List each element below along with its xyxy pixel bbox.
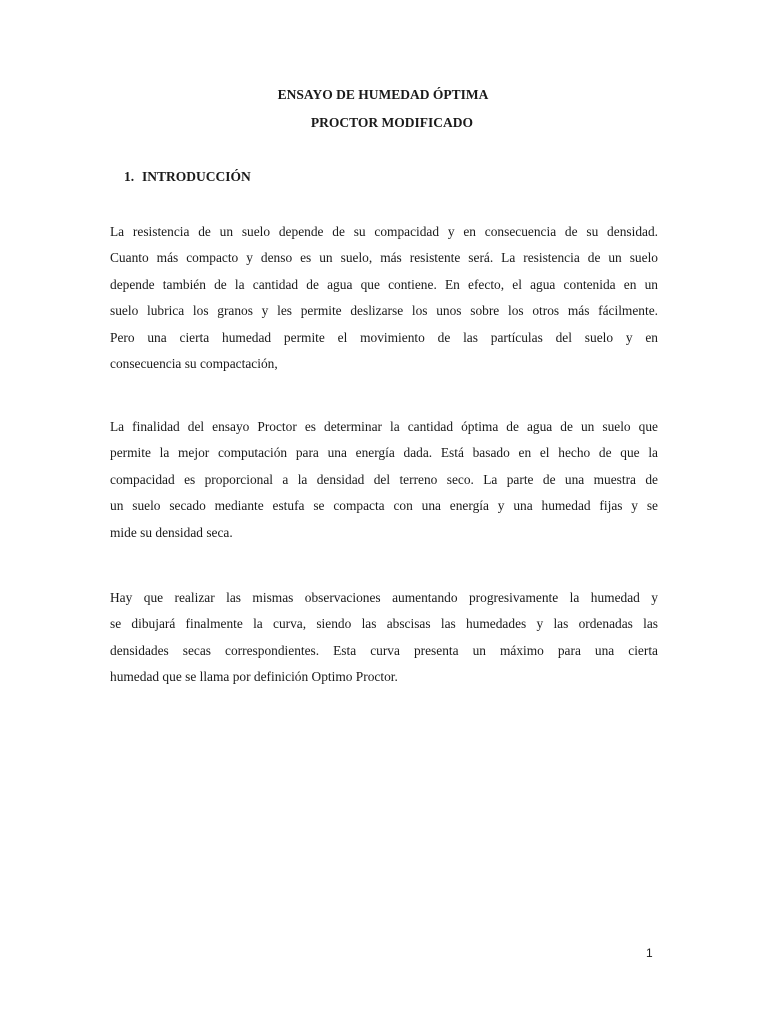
paragraph-2 [110, 414, 658, 546]
paragraph-line: densidades secas correspondientes. Esta curva presenta un máximo para una cierta [110, 642, 658, 658]
paragraph-3 [110, 585, 658, 691]
document-title: ENSAYO DE HUMEDAD ÓPTIMA [277, 87, 489, 102]
section-title: INTRODUCCIÓN [142, 169, 251, 184]
paragraph-line: permite la mejor computación para una energía dada. Está basado en el hecho de que la [110, 445, 658, 461]
paragraph-line: Pero una cierta humedad permite el movimiento de las partículas del suelo y en [110, 329, 658, 345]
document-subtitle: PROCTOR MODIFICADO [310, 115, 474, 130]
paragraph-line: La resistencia de un suelo depende de su compacidad y en consecuencia de su densidad. [110, 224, 658, 239]
paragraph-line: depende también de la cantidad de agua que contiene. En efecto, el agua contenida en un [110, 276, 658, 292]
paragraph-line: humedad que se llama por definición Optimo Proctor. [110, 669, 398, 685]
page-number: 1 [646, 946, 653, 960]
paragraph-1 [110, 219, 658, 377]
paragraph-line: compacidad es proporcional a la densidad del terreno seco. La parte de una muestra de [110, 471, 658, 487]
paragraph-line: suelo lubrica los granos y les permite deslizarse los unos sobre los otros más fácilmente. [110, 303, 658, 319]
paragraph-line: Hay que realizar las mismas observaciones aumentando progresivamente la humedad y [110, 590, 658, 605]
paragraph-line: consecuencia su compactación, [110, 355, 278, 371]
section-heading [124, 169, 251, 185]
paragraph-line: se dibujará finalmente la curva, siendo las abscisas las humedades y las ordenadas las [110, 616, 658, 632]
paragraph-line: un suelo secado mediante estufa se compacta con una energía y una humedad fijas y se [110, 498, 658, 514]
paragraph-line: Cuanto más compacto y denso es un suelo, más resistente será. La resistencia de un suelo [110, 250, 658, 266]
paragraph-line: La finalidad del ensayo Proctor es determinar la cantidad óptima de agua de un suelo que [110, 419, 658, 434]
section-number: 1. [124, 169, 135, 184]
paragraph-line: mide su densidad seca. [110, 524, 233, 540]
